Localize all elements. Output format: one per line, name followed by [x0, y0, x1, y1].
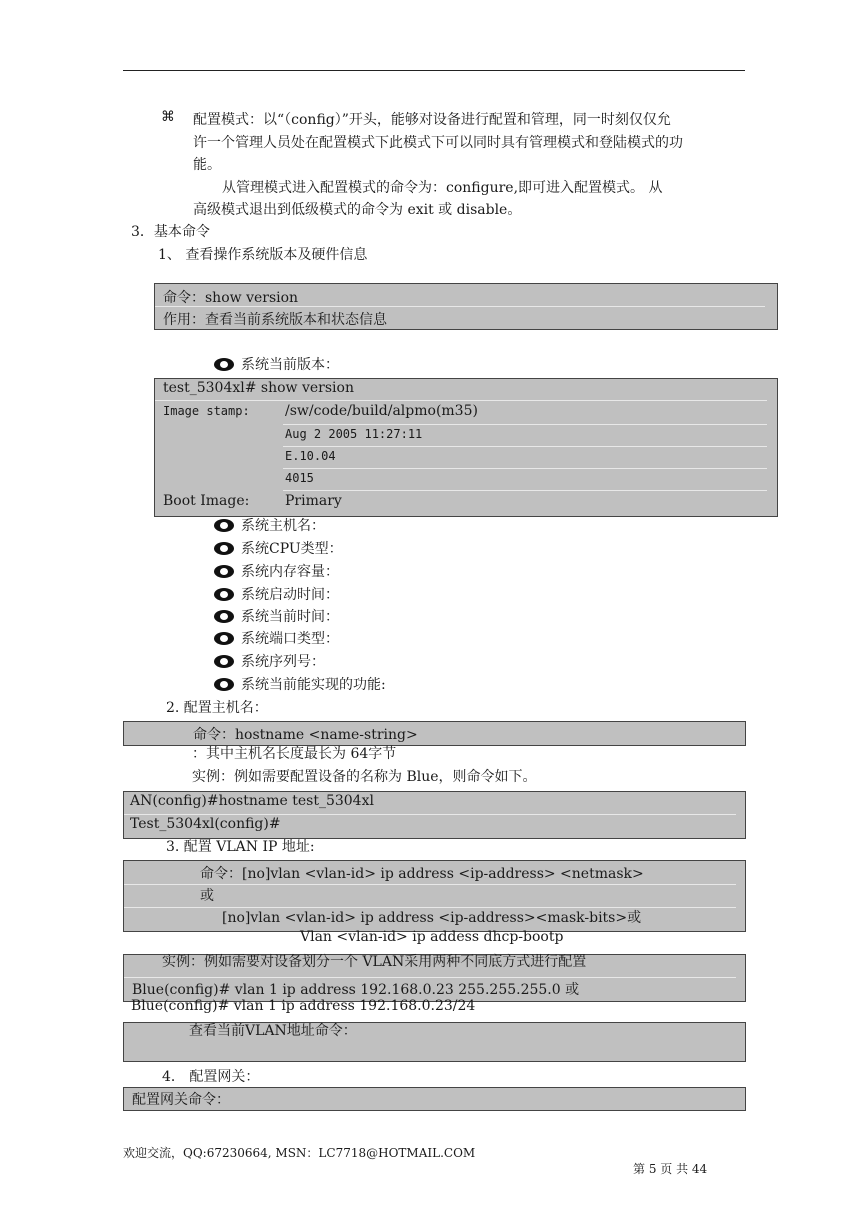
boot-image-value: Primary	[285, 493, 342, 509]
version-number: E.10.04	[285, 449, 336, 463]
eye-bullet-icon	[214, 610, 234, 623]
gateway-command-label: 配置网关命令：	[132, 1092, 230, 1108]
config-mode-line-4: 从管理模式进入配置模式的命令为：configure,即可进入配置模式。 从	[222, 180, 663, 196]
eye-bullet-icon	[214, 565, 234, 578]
eye-bullet-icon	[214, 588, 234, 601]
vlan-example-line-2: Blue(config)# vlan 1 ip address 192.168.0.23/24	[131, 998, 476, 1014]
vlan-example-heading: 实例：例如需要对设备划分一个 VLAN采用两种不同底方式进行配置	[162, 954, 587, 970]
build-date: Aug 2 2005 11:27:11	[285, 427, 423, 441]
vlan-command-line-3: [no]vlan <vlan-id> ip address <ip-address><mask-bits>或	[222, 910, 642, 926]
config-mode-line-2: 许一个管理人员处在配置模式下此模式下可以同时具有管理模式和登陆模式的功	[193, 135, 683, 151]
show-version-command-box	[154, 283, 778, 330]
hostname-example: 实例：例如需要配置设备的名称为 Blue，则命令如下。	[192, 769, 537, 785]
rom-version: 4015	[285, 471, 314, 485]
vlan-command-box	[123, 860, 746, 932]
config-mode-line-3: 能。	[193, 157, 221, 173]
eye-bullet-icon	[214, 678, 234, 691]
hostname-example-line-2: Test_5304xl(config)#	[130, 816, 281, 832]
vlan-example-line-1: Blue(config)# vlan 1 ip address 192.168.0.23 255.255.255.0 或	[132, 982, 580, 998]
image-stamp-label: Image stamp:	[163, 404, 250, 418]
vlan-command-line-1: 命令：[no]vlan <vlan-id> ip address <ip-address> <netmask>	[200, 866, 644, 882]
header-rule	[123, 70, 745, 71]
command-symbol: ⌘	[161, 109, 175, 125]
bullet-serial: 系统序列号：	[214, 651, 325, 671]
hostname-note: ：其中主机名长度最长为 64字节	[192, 746, 397, 762]
hostname-command: 命令：hostname <name-string>	[193, 727, 418, 743]
bullet-cpu-type: 系统CPU类型：	[214, 538, 343, 558]
gateway-command-box	[123, 1087, 746, 1111]
bullet-hostname: 系统主机名：	[214, 515, 325, 535]
eye-bullet-icon	[214, 632, 234, 645]
boot-image-label: Boot Image:	[163, 493, 250, 509]
show-vlan-command: 查看当前VLAN地址命令：	[189, 1023, 357, 1039]
footer-contact: 欢迎交流，QQ:67230664, MSN：LC7718@HOTMAIL.COM	[123, 1146, 476, 1160]
bullet-current-time: 系统当前时间：	[214, 606, 339, 626]
bullet-features: 系统当前能实现的功能:	[214, 674, 386, 694]
bullet-system-version: 系统当前版本：	[214, 354, 339, 374]
vlan-command-or: 或	[200, 888, 214, 904]
page-number: 第 5 页 共 44	[633, 1162, 708, 1176]
item-2-heading: 2. 配置主机名：	[166, 700, 268, 716]
config-mode-line-1: 配置模式：以“（config）”开头，能够对设备进行配置和管理，同一时刻仅仅允	[193, 112, 671, 128]
image-stamp-value: /sw/code/build/alpmo(m35)	[285, 403, 478, 419]
bullet-memory: 系统内存容量：	[214, 561, 339, 581]
eye-bullet-icon	[214, 542, 234, 555]
eye-bullet-icon	[214, 655, 234, 668]
eye-bullet-icon	[214, 519, 234, 532]
item-3-heading: 3. 配置 VLAN IP 地址:	[166, 839, 315, 855]
hostname-example-line-1: AN(config)#hostname test_5304xl	[130, 793, 374, 809]
bullet-port-type: 系统端口类型：	[214, 628, 339, 648]
bullet-boot-time: 系统启动时间：	[214, 584, 339, 604]
eye-bullet-icon	[214, 358, 234, 371]
command-line: 命令：show version	[163, 290, 299, 306]
config-mode-line-5: 高级模式退出到低级模式的命令为 exit 或 disable。	[193, 202, 522, 218]
item-1-heading: 1、 查看操作系统版本及硬件信息	[158, 247, 368, 263]
vlan-dhcp-command: Vlan <vlan-id> ip addess dhcp-bootp	[300, 929, 564, 945]
purpose-line: 作用：查看当前系统版本和状态信息	[163, 312, 387, 328]
hostname-example-box	[123, 791, 746, 839]
show-version-prompt: test_5304xl# show version	[163, 380, 354, 396]
item-4-heading: 4． 配置网关：	[162, 1069, 260, 1085]
show-vlan-box	[123, 1022, 746, 1062]
section-title: 3．基本命令	[131, 224, 210, 240]
version-output-box	[154, 378, 778, 517]
